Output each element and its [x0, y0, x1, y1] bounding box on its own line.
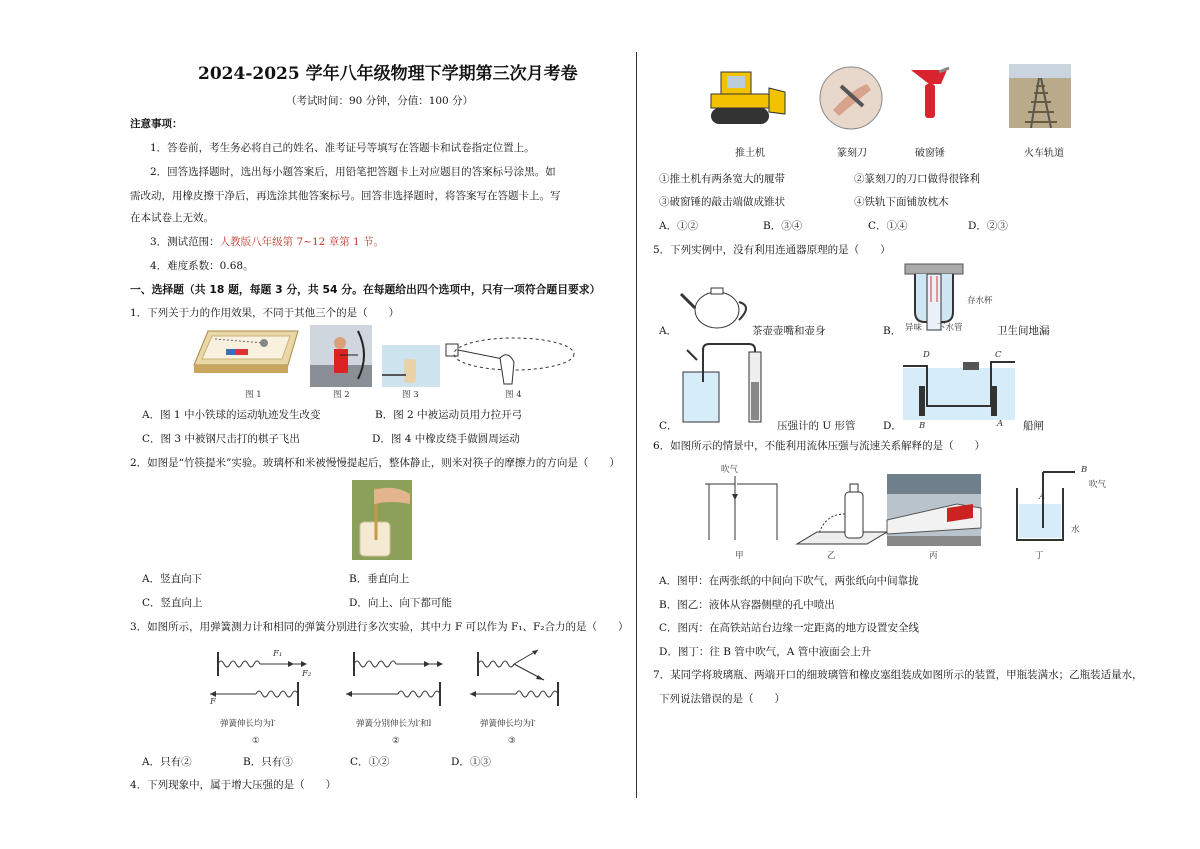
q4-statement-1: ①推土机有两条宽大的履带 [659, 173, 785, 185]
q5-option-a: A． [659, 325, 678, 337]
q2-option-c: C．竖直向上 [142, 597, 203, 609]
q3-diagram-3 [468, 642, 568, 710]
page-title: 2024-2025 学年八年级物理下学期第三次月考卷 [198, 64, 578, 84]
q1-option-b: B．图 2 中被运动员用力拉开弓 [375, 409, 523, 421]
q4-statement-2: ②篆刻刀的刀口做得很锋利 [854, 173, 980, 185]
q6-figure-jia [703, 476, 783, 546]
note-2a: 2．回答选择题时，选出每小题答案后，用铅笔把答题卡上对应题目的答案标号涂黑。如 [150, 166, 556, 178]
q6-pipe-label: A [1039, 492, 1046, 502]
q3-force-label: F₂ [302, 669, 312, 679]
note-3-prefix: 3．测试范围： [150, 236, 220, 248]
q3-caption-1: 弹簧伸长均为l′ [220, 719, 276, 729]
q5-b-label: 存水杯 [967, 296, 993, 306]
q6-option-b: B．图乙：液体从容器侧壁的孔中喷出 [659, 599, 835, 611]
exam-info: （考试时间：90 分钟，分值：100 分） [286, 95, 474, 107]
right-column [637, 0, 1200, 849]
q1-option-d: D．图 4 中橡皮绕手做圆周运动 [372, 433, 520, 445]
window-breaker-image [905, 64, 961, 124]
q4-stem: 4．下列现象中，属于增大压强的是（ ） [130, 779, 337, 791]
q3-option-c: C．①② [350, 756, 390, 768]
q1-fig-label: 图 1 [245, 390, 262, 400]
q1-fig-label: 图 4 [505, 390, 522, 400]
q6-fig-label: 乙 [827, 551, 836, 561]
q4-img-label: 破窗锤 [915, 148, 945, 159]
note-3-range: 人教版八年级第 7~12 章第 1 节。 [219, 236, 385, 248]
q6-blow-label: 吹气 [1089, 480, 1107, 490]
q6-water-label: 水 [1071, 525, 1080, 535]
q3-number-2: ② [392, 736, 400, 746]
q1-figure-3 [382, 345, 440, 387]
q5-d-label: B [919, 421, 926, 431]
q4-statement-4: ④铁轨下面铺放枕木 [854, 196, 949, 208]
q3-diagram-2 [344, 648, 444, 710]
q7-stem-line-1: 7．某同学将玻璃瓶、两端开口的细玻璃管和橡皮塞组装成如图所示的装置，甲瓶装满水；乙瓶装适量水， [653, 669, 1143, 681]
floor-drain-image [903, 262, 965, 330]
q1-figure-4 [444, 330, 576, 386]
q5-stem: 5．下列实例中，没有利用连通器原理的是（ ） [653, 244, 891, 256]
q6-fig-label: 丁 [1035, 551, 1044, 561]
q7-stem-line-2: 下列说法错误的是（ ） [659, 693, 785, 705]
q4-img-label: 推土机 [735, 148, 765, 159]
q3-option-a: A．只有② [142, 756, 192, 768]
q2-stem: 2．如图是“竹筷提米”实验。玻璃杯和米被慢慢提起后，整体静止，则米对筷子的摩擦力的方向是（ ） [130, 457, 620, 469]
q6-fig-label: 丙 [929, 551, 938, 561]
q3-number-1: ① [252, 736, 260, 746]
q6-option-c: C．图丙：在高铁站站台边缘一定距离的地方设置安全线 [659, 622, 920, 634]
q6-fig-label: 甲 [735, 551, 744, 561]
q5-option-c: C． [659, 420, 678, 432]
q3-number-3: ③ [508, 736, 516, 746]
q6-option-a: A．图甲：在两张纸的中间向下吹气，两张纸向中间靠拢 [659, 575, 919, 587]
q3-caption-2: 弹簧分别伸长为l′和l [356, 719, 432, 729]
q3-option-d: D．①③ [451, 756, 491, 768]
q1-fig-label: 图 2 [333, 390, 350, 400]
q6-stem: 6．如图所示的情景中，不能利用流体压强与流速关系解释的是（ ） [653, 440, 986, 452]
note-1: 1．答卷前，考生务必将自己的姓名、准考证号等填写在答题卡和试卷指定位置上。 [150, 142, 535, 154]
q1-stem: 1．下列关于力的作用效果，不同于其他三个的是（ ） [130, 307, 400, 319]
q5-d-label: C [995, 350, 1002, 360]
q2-option-d: D．向上、向下都可能 [349, 597, 452, 609]
q5-caption-d: 船闸 [1023, 420, 1044, 432]
note-2b: 需改动，用橡皮擦干净后，再选涂其他答案标号。回答非选择题时，将答案写在答题卡上。写 [130, 190, 561, 202]
q3-option-b: B．只有③ [243, 756, 293, 768]
q5-d-label: A [997, 419, 1004, 429]
q6-figure-bing [887, 474, 981, 546]
q1-option-c: C．图 3 中被钢尺击打的棋子飞出 [142, 433, 300, 445]
section-heading: 一、选择题（共 18 题，每题 3 分，共 54 分。在每题给出四个选项中，只有一项符合题目要求） [130, 283, 601, 296]
q3-force-label: F₁ [273, 649, 283, 659]
u-tube-manometer-image [679, 342, 775, 426]
note-2c: 在本试卷上无效。 [130, 212, 214, 224]
q6-figure-yi [797, 480, 887, 550]
q4-img-label: 火车轨道 [1024, 148, 1064, 159]
q4-option-d: D．②③ [968, 220, 1008, 232]
q6-pipe-label: B [1081, 465, 1088, 475]
q1-fig-label: 图 3 [402, 390, 419, 400]
q4-option-b: B．③④ [763, 220, 803, 232]
q5-b-label: 异味 [905, 323, 923, 333]
q4-statement-3: ③破窗锤的敲击端做成锥状 [659, 196, 785, 208]
carving-knife-image [819, 66, 883, 130]
q5-option-d: D． [883, 420, 902, 432]
note-4: 4．难度系数：0.68。 [150, 260, 254, 272]
q5-d-label: D [923, 350, 930, 360]
q4-img-label: 篆刻刀 [837, 148, 867, 159]
q2-figure [352, 480, 412, 560]
bulldozer-image [707, 62, 787, 130]
q1-option-a: A．图 1 中小铁球的运动轨迹发生改变 [142, 409, 321, 421]
notes-heading: 注意事项： [130, 118, 183, 130]
q5-caption-a: 茶壶壶嘴和壶身 [752, 325, 826, 337]
q5-caption-b: 卫生间地漏 [997, 325, 1050, 337]
teapot-image [681, 278, 753, 332]
q4-option-c: C．①④ [868, 220, 908, 232]
q6-option-d: D．图丁：往 B 管中吹气，A 管中液面会上升 [659, 646, 872, 658]
q3-stem: 3．如图所示，用弹簧测力计和相同的弹簧分别进行多次实验，其中力 F 可以作为 F₁、F₂合力的是（ ） [130, 621, 629, 633]
railway-track-image [1009, 64, 1071, 128]
q6-figure-ding [1013, 464, 1123, 546]
q6-blow-label: 吹气 [721, 465, 739, 475]
q1-figure-2 [310, 325, 372, 387]
q3-diagram-1 [208, 648, 308, 710]
q5-b-label: 下水管 [937, 323, 963, 333]
q2-option-b: B．垂直向上 [349, 573, 410, 585]
q3-force-label: F [210, 697, 216, 707]
q4-option-a: A．①② [659, 220, 699, 232]
q2-option-a: A．竖直向下 [142, 573, 203, 585]
q5-caption-c: 压强计的 U 形管 [777, 420, 856, 432]
q3-caption-3: 弹簧伸长均为l′ [480, 719, 536, 729]
q5-option-b: B． [883, 325, 902, 337]
q1-figure-1 [190, 325, 302, 387]
note-3 [150, 236, 384, 249]
